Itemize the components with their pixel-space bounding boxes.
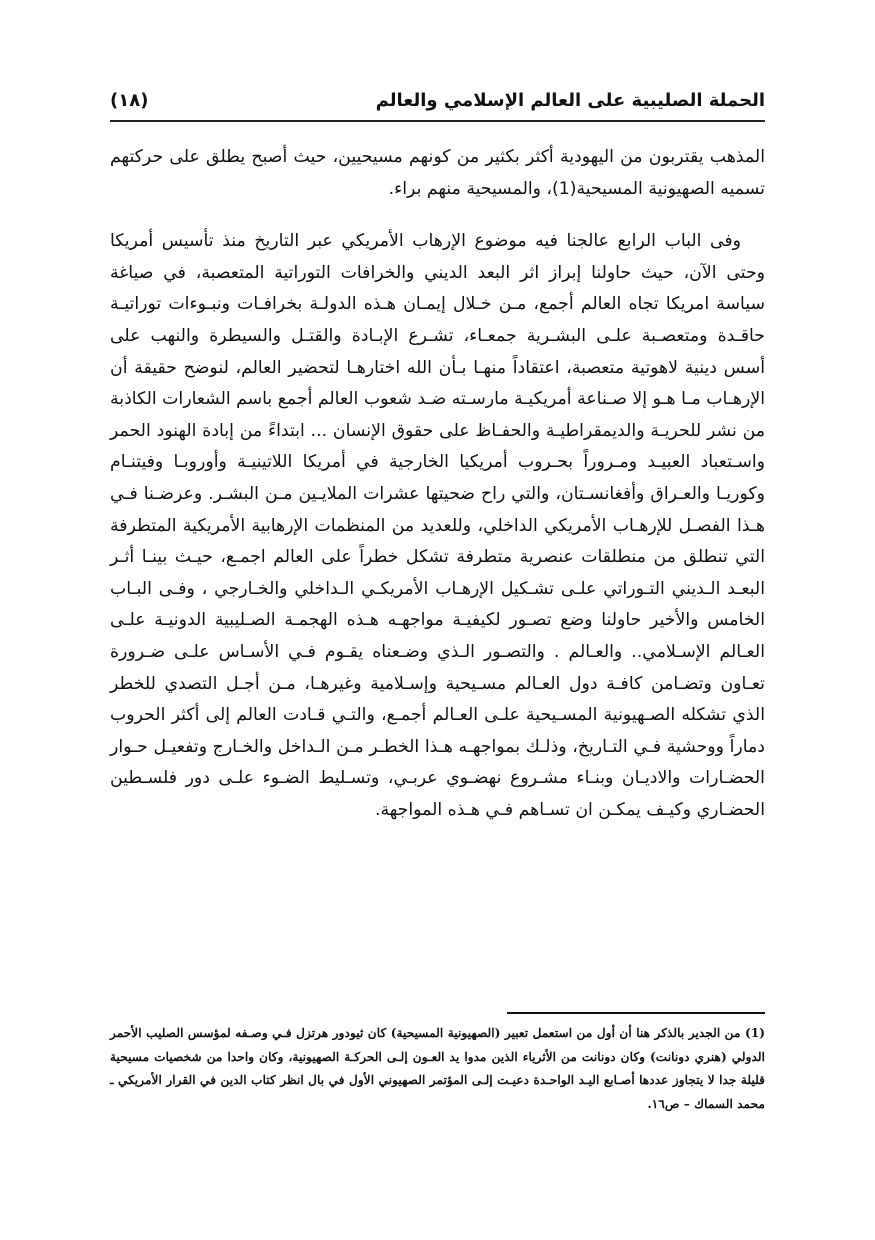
book-title: الحملة الصليبية على العالم الإسلامي والعالم bbox=[375, 90, 765, 111]
paragraph-2: وفى الباب الرابع عالجنا فيه موضوع الإرهاب الأمريكي عبر التاريخ منذ تأسيس أمريكا وحتى الآن، حيث حاولنا إبراز اثر البعد الديني والخرافات التوراتية المتعصبة، في صياغة سياسة امريكا تجاه العالم أجمع، مـن خـلال إيمـان هـذه الدولـة بخرافـات ونبـوءات توراتيـة حاقـدة ومتعصـبة علـى البشـرية جمعـاء، تشـرع الإبـادة والقتـل والسيطرة والنهب على أسس دينية لاهوتية متعصبة، اعتقاداً منهـا بـأن الله اختارهـا لتحضير العالم، لنوضح حقيقة أن الإرهـاب مـا هـو إلا صـناعة أمريكيـة مارسـته ضـد شعوب العالم أجمع باسم الشعارات الكاذبة من نشر للحريـة والديمقراطيـة والحفـاظ على حقوق الإنسان ... ابتداءً من إبادة الهنود الحمر واسـتعباد العبيـد ومـروراً بحـروب أمريكيا الخارجية في أمريكا اللاتينيـة وأوروبـا وفيتنـام وكوريـا والعـراق وأفغانسـتان، والتي راح ضحيتها عشرات الملايـين مـن البشـر. وعرضـنا فـي هـذا الفصـل للإرهـاب الأمريكي الداخلي، وللعديد من المنظمات الإرهابية الأمريكية المتطرفة التي تنطلق من منطلقات عنصرية متطرفة تشكل خطراً على العالم اجمـع، حيـث بينـا أثـر البعـد الـديني التـوراتي علـى تشـكيل الإرهـاب الأمريكـي الـداخلي والخـارجي ، وفـى البـاب الخامس والأخير حاولنا وضع تصـور لكيفيـة مواجهـه هـذه الهجمـة الصـليبية الدونيـة علـى العـالم الإسـلامي.. والعـالم . والتصـور الـذي وضـعناه يقـوم فـي الأسـاس علـى ضـرورة تعـاون وتضـامن كافـة دول العـالم مسـيحية وإسـلامية وغيرهـا، مـن أجـل التصدي للخطر الذي تشكله الصـهيونية المسـيحية علـى العـالم أجمـع، والتـي قـادت العالم إلى أكثر الحروب دماراً ووحشية فـي التـاريخ، وذلـك بمواجهـه هـذا الخطـر مـن الـداخل والخـارج وتفعيـل حـوار الحضـارات والاديـان وبنـاء مشـروع نهضـوي عربـي، وتسـليط الضـوء علـى دور فلسـطين الحضـاري وكيـف يمكـن ان تسـاهم فـي هـذه المواجهة. bbox=[110, 231, 765, 820]
running-header bbox=[110, 88, 765, 122]
footnote-text: من الجدير بالذكر هنا أن أول من استعمل تعبير (الصهيونية المسيحية) كان ثيودور هرتزل فـي وصـفه لمؤسس الصليب الأحمر الدولي (هنري دونانت) وكان دونانت من الأثرياء الذين مدوا يد العـون إلـى الحركـة الصهيونية، وكان واحدا من شخصيات مسيحية قليلة جدا لا يتجاوز عددها أصـابع اليـد الواحـدة دعيـت إلـى المؤتمر الصهيوني الأول في بال انظر كتاب الدين في القرار الأمريكي ـ محمد السماك – ص١٦. bbox=[110, 1026, 765, 1111]
footnote bbox=[110, 1022, 765, 1116]
page-number: (١٨) bbox=[110, 90, 149, 111]
footnote-separator bbox=[507, 1012, 765, 1014]
main-text bbox=[110, 142, 765, 826]
paragraph-1: المذهب يقتربون من اليهودية أكثر بكثير من كونهم مسيحيين، حيث أصبح يطلق على حركتهم تسميه الصهيونية المسيحية(1)، والمسيحية منهم براء. bbox=[110, 147, 765, 199]
footnote-marker: (1) bbox=[744, 1026, 765, 1040]
